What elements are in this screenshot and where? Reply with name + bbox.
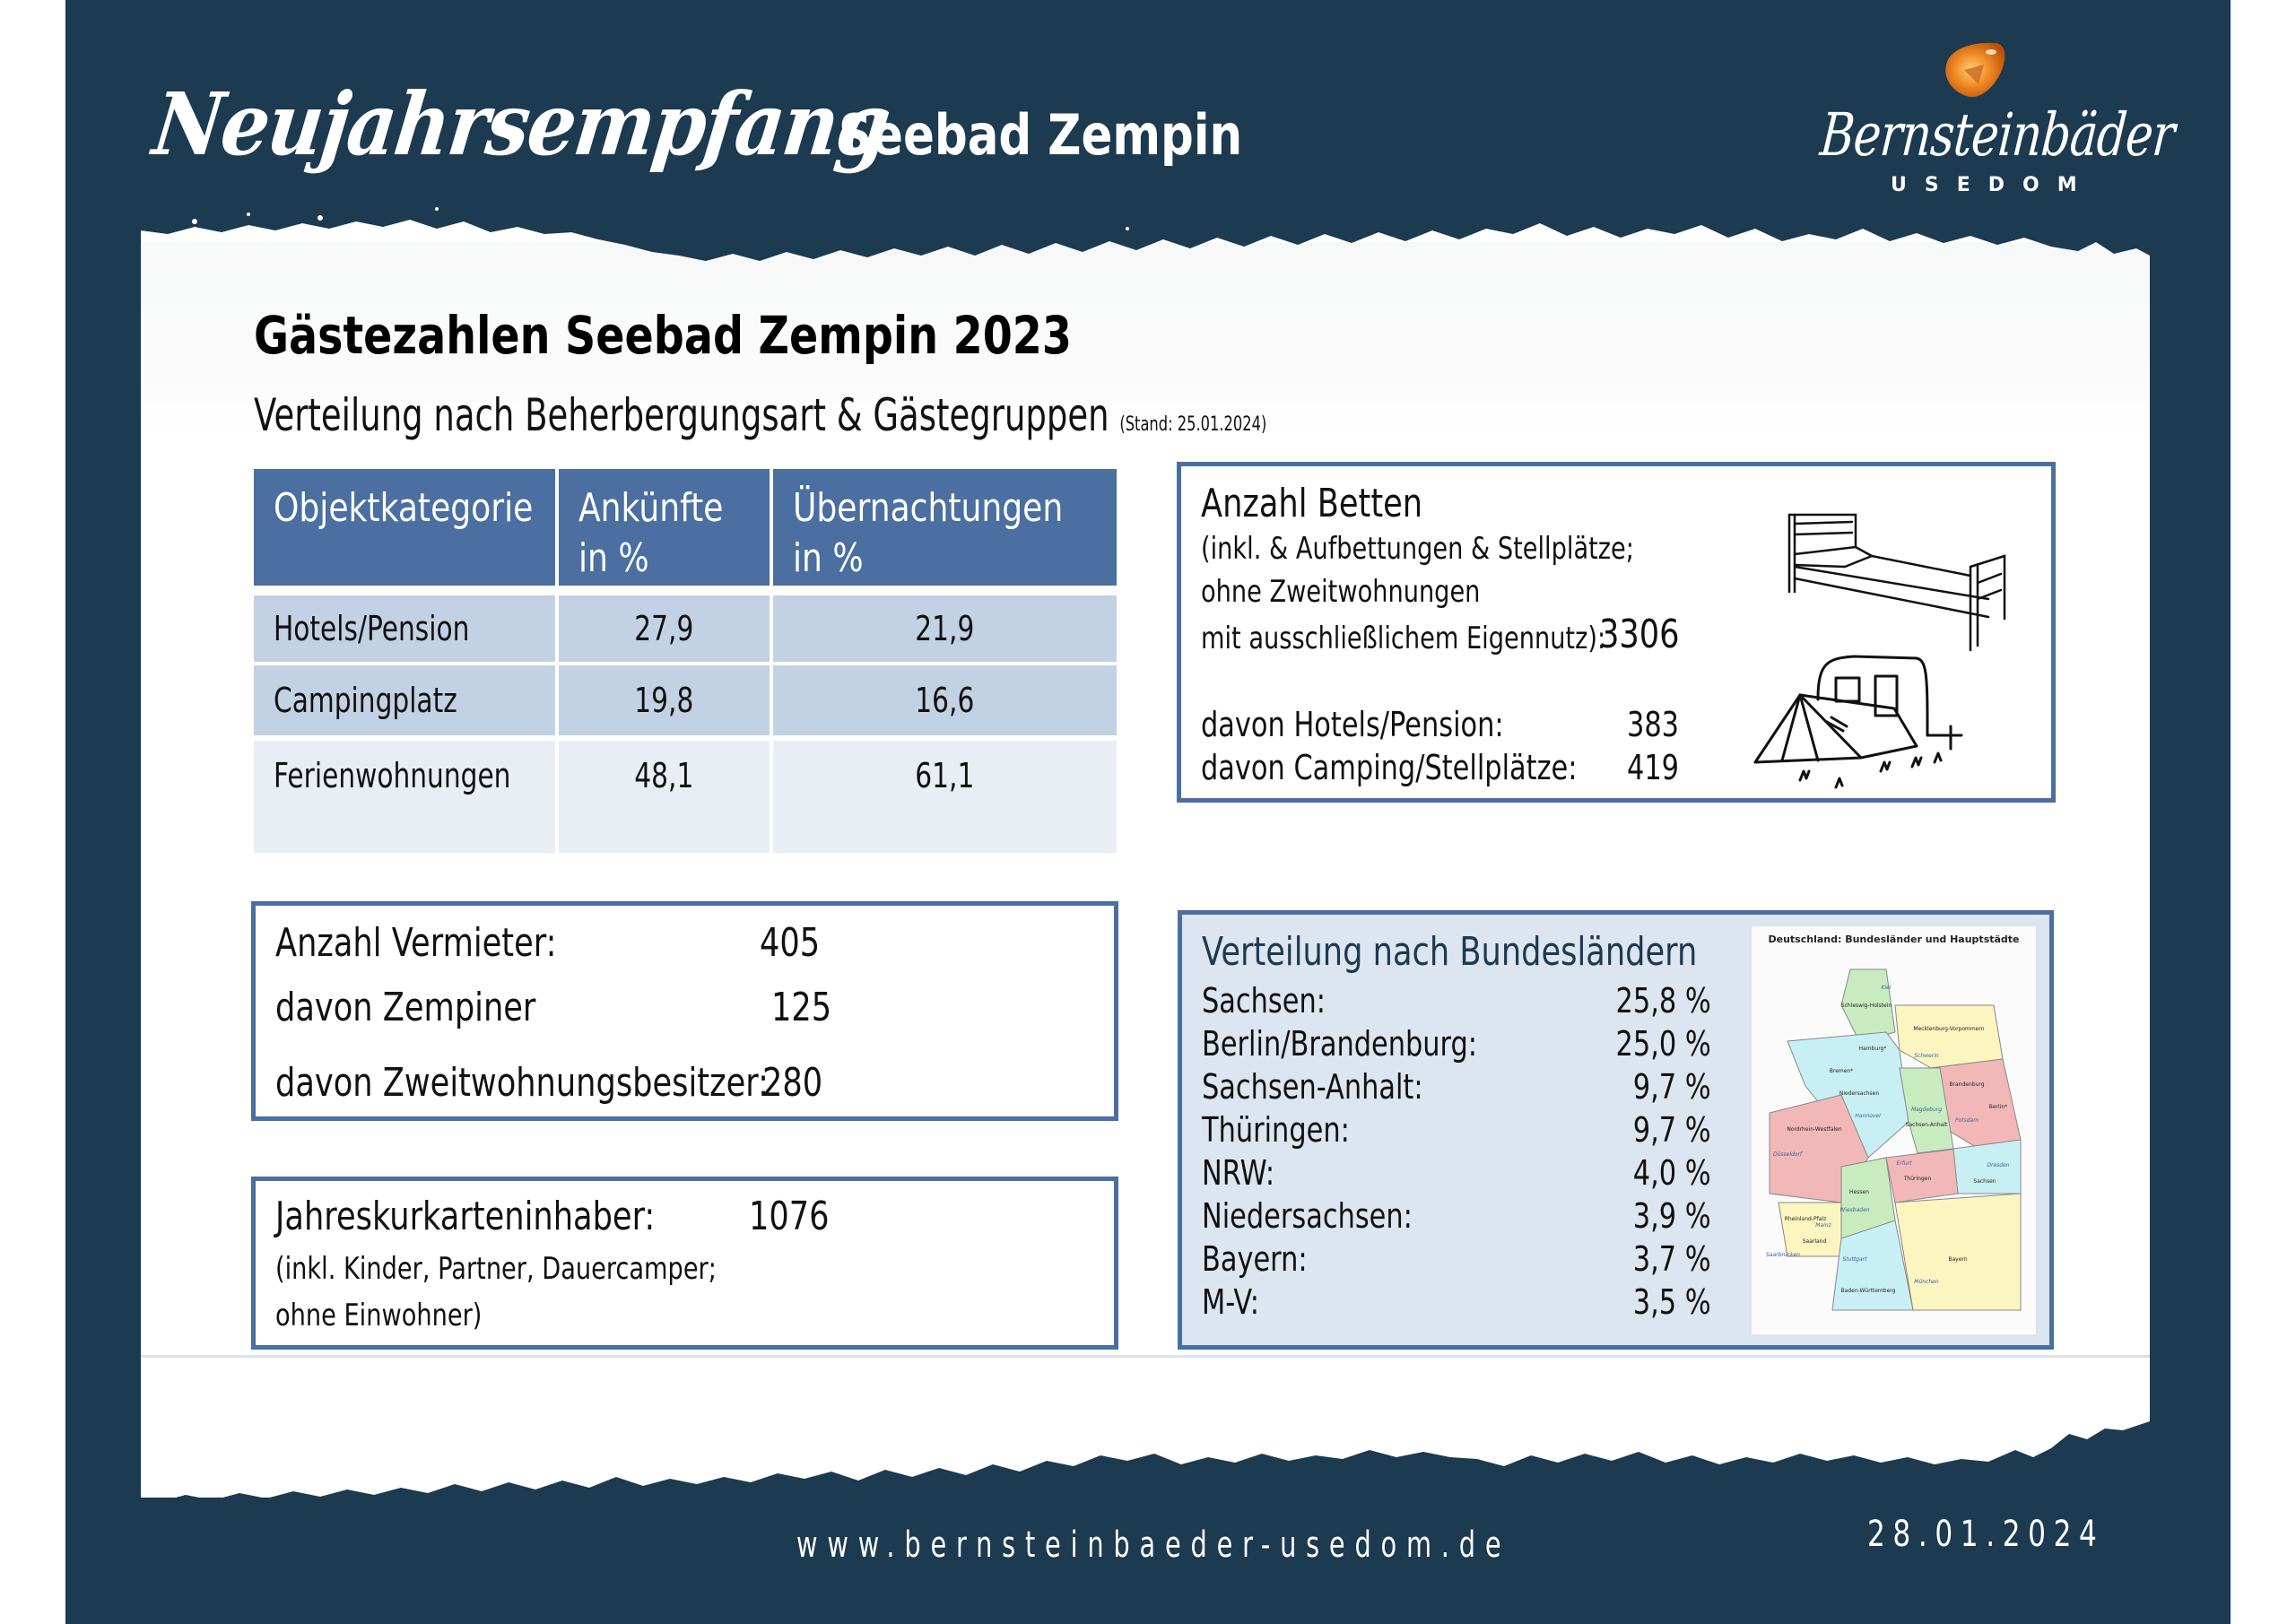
map-state-label: Saarland (1802, 1238, 1827, 1245)
state-label-text: Sachsen: (1202, 981, 1326, 1020)
cell-text: 27,9 (634, 609, 694, 648)
state-label (1202, 1196, 1465, 1236)
map-capital-label: Erfurt (1896, 1160, 1912, 1167)
bed-illustration-icon (1782, 511, 2024, 655)
beds-note-2 (1201, 574, 1550, 610)
state-label (1202, 981, 1356, 1020)
table-row-arrivals (559, 595, 770, 662)
map-state-label: Niedersachsen (1839, 1090, 1880, 1097)
note-text: (inkl. & Aufbettungen & Stellplätze; (1201, 531, 1634, 567)
header-label: Objektkategorie (274, 485, 534, 531)
state-value-text: 4,0 % (1633, 1153, 1711, 1193)
map-capital-label: Potsdam (1954, 1117, 1979, 1124)
header-unit: in % (578, 535, 649, 581)
state-label (1202, 1110, 1387, 1150)
map-state-label: Hamburg* (1858, 1046, 1887, 1052)
state-value-text: 25,0 % (1615, 1024, 1711, 1064)
item-value: 383 (1627, 705, 1680, 744)
table-header-category (254, 469, 555, 586)
beds-item-label (1201, 705, 1579, 744)
header-label: Ankünfte (578, 485, 724, 531)
note-text: (inkl. Kinder, Partner, Dauercamper; (275, 1251, 717, 1287)
torn-edge-bottom (141, 1421, 2150, 1507)
header-label: Übernachtungen (793, 485, 1064, 531)
cell-text: Ferienwohnungen (274, 756, 511, 795)
beds-note-1 (1201, 531, 1743, 567)
map-capital-label: Hannover (1855, 1113, 1882, 1119)
state-value (1577, 1153, 1711, 1193)
state-value (1577, 1282, 1711, 1322)
table-row-category (254, 595, 555, 662)
beds-total-value: 3306 (1599, 612, 1680, 657)
beds-item-value (1627, 705, 1692, 744)
map-title: Deutschland: Bundesländer und Hauptstädte (1768, 934, 2020, 945)
header-unit: in % (793, 535, 864, 581)
item-value: 125 (771, 985, 832, 1030)
map-capital-label: Schwerin (1914, 1053, 1939, 1059)
cell-text: Hotels/Pension (274, 609, 470, 648)
state-value-text: 3,9 % (1633, 1196, 1711, 1236)
table-row-category (254, 741, 555, 853)
item-text: davon Camping/Stellplätze: (1201, 748, 1578, 787)
map-capital-label: Magdeburg (1910, 1107, 1943, 1113)
state-value (1577, 1024, 1711, 1064)
table-header-overnights (773, 469, 1117, 586)
state-value (1577, 1239, 1711, 1279)
germany-map-icon (1752, 951, 2036, 1328)
location-title: Seebad Zempin (839, 102, 1243, 168)
state-value (1577, 981, 1711, 1020)
brand-logo-subline: USEDOM (1891, 174, 2095, 196)
beds-box (1177, 462, 2056, 803)
table-row-arrivals (559, 665, 770, 735)
landlords-item-value (771, 985, 847, 1030)
map-capital-label: Stuttgart (1842, 1256, 1867, 1263)
kurkarte-title-text: Jahreskurkarteninhaber: (275, 1194, 656, 1239)
beds-item-label (1201, 748, 1671, 787)
table-row-overnights (773, 595, 1117, 662)
item-value: 280 (762, 1060, 823, 1106)
map-state-label: Baden-Württemberg (1840, 1288, 1896, 1294)
cell-text: Campingplatz (274, 681, 457, 720)
cell-text: 48,1 (634, 756, 694, 795)
accommodation-table (254, 469, 1117, 853)
item-text: davon Hotels/Pension: (1201, 705, 1504, 744)
landlords-box (251, 901, 1118, 1121)
state-label (1202, 1239, 1334, 1279)
state-value-text: 9,7 % (1633, 1110, 1711, 1150)
state-value-text: 25,8 % (1615, 981, 1711, 1020)
state-value-text: 3,7 % (1633, 1239, 1711, 1279)
state-value-text: 3,5 % (1633, 1282, 1711, 1322)
map-state-label: Hessen (1849, 1189, 1869, 1195)
landlords-title (275, 920, 627, 966)
map-capital-label: Düsseldorf (1772, 1151, 1803, 1158)
brand-logo-text: Bernsteinbäder (1817, 100, 2178, 169)
landlords-total-value: 405 (760, 920, 821, 966)
map-state-label: Thüringen (1903, 1176, 1932, 1182)
page-subtitle (254, 389, 1266, 441)
beds-title (1201, 481, 1478, 526)
map-state-label: Berlin* (1988, 1104, 2008, 1110)
kurkarte-count: 1076 (749, 1194, 830, 1239)
kurkarte-title (275, 1194, 750, 1239)
beds-item-value (1627, 748, 1692, 787)
map-state-label: Bayern (1948, 1256, 1968, 1263)
note-text: mit ausschließlichem Eigennutz): (1201, 621, 1606, 656)
cell-text: 19,8 (634, 681, 694, 720)
table-header-arrivals (559, 469, 770, 586)
state-value-text: 9,7 % (1633, 1067, 1711, 1107)
states-title (1202, 929, 1821, 975)
kurkarte-value (749, 1194, 849, 1239)
item-text: davon Zempiner (275, 985, 536, 1030)
page-title: Gästezahlen Seebad Zempin 2023 (254, 305, 1072, 366)
map-state-label: Rheinland-Pfalz (1784, 1216, 1827, 1222)
states-title-text: Verteilung nach Bundesländern (1202, 929, 1698, 975)
map-state-label: Bremen* (1829, 1068, 1854, 1074)
item-text: davon Zweitwohnungsbesitzer: (275, 1060, 769, 1106)
cell-text: 61,1 (915, 756, 975, 795)
state-value (1577, 1067, 1711, 1107)
state-label (1202, 1024, 1546, 1064)
map-state-label: Mecklenburg-Vorpommern (1913, 1026, 1985, 1032)
note-text: ohne Zweitwohnungen (1201, 574, 1481, 610)
map-capital-label: Wiesbaden (1839, 1207, 1870, 1213)
amber-gem-logo-icon (1937, 38, 2009, 102)
map-capital-label: Dresden (1987, 1162, 2010, 1168)
map-capital-label: Saarbrücken (1766, 1252, 1800, 1258)
state-label-text: NRW: (1202, 1153, 1275, 1193)
torn-edge-top (141, 202, 2150, 265)
state-label-text: M-V: (1202, 1282, 1259, 1322)
map-state-label: Sachsen (1973, 1178, 1996, 1185)
state-label-text: Sachsen-Anhalt: (1202, 1067, 1423, 1107)
table-row-overnights (773, 665, 1117, 735)
state-value (1577, 1110, 1711, 1150)
state-label-text: Berlin/Brandenburg: (1202, 1024, 1478, 1064)
subtitle-note: (Stand: 25.01.2024) (1119, 413, 1267, 436)
map-capital-label: München (1914, 1279, 1939, 1285)
state-label-text: Niedersachsen: (1202, 1196, 1413, 1236)
cell-text: 16,6 (915, 681, 975, 720)
landlords-title-text: Anzahl Vermieter: (275, 920, 557, 966)
item-value: 419 (1627, 748, 1680, 787)
cell-text: 21,9 (915, 609, 975, 648)
map-capital-label: Mainz (1815, 1222, 1831, 1229)
map-state-label: Sachsen-Anhalt (1905, 1122, 1948, 1128)
table-row-category (254, 665, 555, 735)
note-text: ohne Einwohner) (275, 1298, 483, 1333)
landlords-item-label (275, 985, 601, 1030)
map-state-label: Nordrhein-Westfalen (1787, 1126, 1842, 1133)
table-row-arrivals (559, 741, 770, 853)
map-state-label: Brandenburg (1949, 1081, 1985, 1088)
state-value (1577, 1196, 1711, 1236)
kurkarte-box (251, 1177, 1118, 1350)
content-divider (141, 1355, 2150, 1358)
camping-illustration-icon (1746, 646, 1979, 798)
website-link[interactable]: www.bernsteinbaeder-usedom.de (796, 1524, 1511, 1566)
kurkarte-note-1 (275, 1251, 827, 1287)
table-row-overnights (773, 741, 1117, 853)
subtitle-text: Verteilung nach Beherbergungsart & Gästegruppen (254, 389, 1109, 441)
state-label (1202, 1153, 1292, 1193)
states-box (1178, 910, 2054, 1350)
germany-map-image (1752, 926, 2036, 1334)
landlords-item-value (762, 1060, 838, 1106)
kurkarte-note-2 (275, 1298, 534, 1333)
landlords-total (760, 920, 835, 966)
state-label-text: Bayern: (1202, 1239, 1308, 1279)
beds-total (1599, 612, 1700, 657)
event-title: Neujahrsempfang (148, 74, 895, 175)
state-label-text: Thüringen: (1202, 1110, 1350, 1150)
map-capital-label: Kiel (1881, 985, 1892, 991)
state-label (1202, 1282, 1274, 1322)
beds-title-text: Anzahl Betten (1201, 481, 1423, 526)
map-state-label: Schleswig-Holstein (1840, 1003, 1892, 1009)
state-label (1202, 1067, 1478, 1107)
footer-date: 28.01.2024 (1867, 1514, 2105, 1555)
